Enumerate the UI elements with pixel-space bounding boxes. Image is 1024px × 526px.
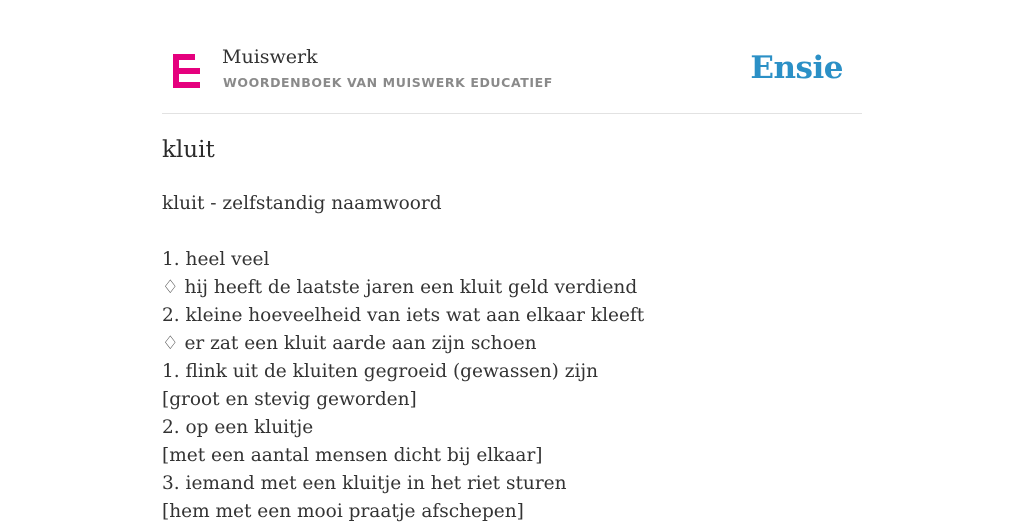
entry-line: [met een aantal mensen dicht bij elkaar] (162, 445, 543, 466)
brand-subtitle: WOORDENBOEK VAN MUISWERK EDUCATIEF (223, 75, 553, 90)
site-header (162, 0, 862, 114)
entry-line: 1. flink uit de kluiten gegroeid (gewassen) zijn (162, 361, 599, 382)
brand-name[interactable]: Muiswerk (222, 46, 318, 68)
entry-line: [groot en stevig geworden] (162, 389, 417, 410)
muiswerk-logo-icon[interactable] (173, 54, 200, 88)
entry-line: [hem met een mooi praatje afschepen] (162, 501, 524, 522)
entry-line: 2. op een kluitje (162, 417, 314, 438)
entry-title: kluit (162, 137, 215, 163)
entry-line: ♢ er zat een kluit aarde aan zijn schoen (162, 333, 537, 354)
page-container (162, 0, 862, 522)
entry-line: ♢ hij heeft de laatste jaren een kluit geld verdiend (162, 277, 638, 298)
entry-line: 2. kleine hoeveelheid van iets wat aan elkaar kleeft (162, 305, 645, 326)
entry-spacer (162, 218, 644, 246)
entry-line: 3. iemand met een kluitje in het riet sturen (162, 473, 567, 494)
entry-body (162, 190, 644, 526)
entry-line: 1. heel veel (162, 249, 270, 270)
entry-type-line: kluit - zelfstandig naamwoord (162, 193, 442, 214)
ensie-logo[interactable]: Ensie (750, 50, 843, 86)
